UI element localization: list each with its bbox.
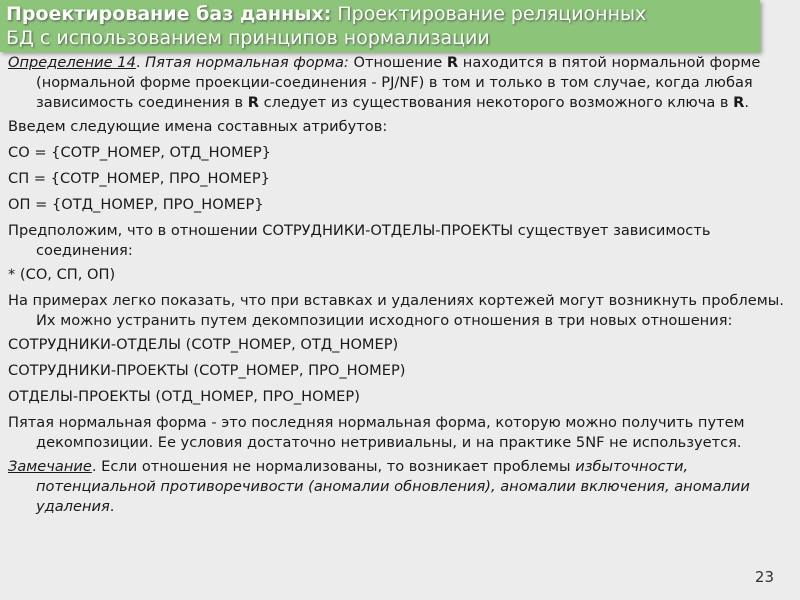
note-paragraph bbox=[8, 457, 792, 517]
relation-departments-projects: ОТДЕЛЫ-ПРОЕКТЫ (ОТД_НОМЕР, ПРО_НОМЕР) bbox=[8, 388, 360, 405]
note-text-1: . Если отношения не нормализованы, то возникает проблемы bbox=[91, 458, 576, 475]
intro-paragraph: Введем следующие имена составных атрибутов: bbox=[8, 118, 388, 135]
join-dependency: * (СО, СП, ОП) bbox=[8, 266, 116, 283]
attribute-op: ОП = {ОТД_НОМЕР, ПРО_НОМЕР} bbox=[8, 196, 264, 213]
page-number: 23 bbox=[754, 568, 774, 586]
relation-employees-projects: СОТРУДНИКИ-ПРОЕКТЫ (СОТР_НОМЕР, ПРО_НОМЕР) bbox=[8, 362, 406, 379]
definition-text-1: Отношение bbox=[348, 54, 447, 71]
examples-paragraph: На примерах легко показать, что при вставках и удалениях кортежей могут возникнуть проблемы. Их можно устранить путем декомпозиции исходного отношения в три новых отношения: bbox=[8, 292, 784, 329]
definition-paragraph bbox=[8, 53, 792, 113]
definition-dot: . bbox=[135, 54, 146, 71]
relation-r-2: R bbox=[247, 94, 259, 111]
definition-text-3: следует из существования некоторого возможного ключа в bbox=[258, 94, 734, 111]
slide-body bbox=[8, 53, 792, 521]
title-line-1 bbox=[6, 2, 760, 26]
assumption-paragraph: Предположим, что в отношении СОТРУДНИКИ-ОТДЕЛЫ-ПРОЕКТЫ существует зависимость соединения: bbox=[8, 222, 711, 259]
title-rest: Проектирование реляционных bbox=[331, 3, 647, 25]
attribute-sp: СП = {СОТР_НОМЕР, ПРО_НОМЕР} bbox=[8, 170, 270, 187]
slide-title bbox=[0, 0, 760, 52]
note-italic: избыточности, потенциальной противоречивости (аномалии обновления), аномалии включения, аномалии удаления bbox=[36, 458, 750, 515]
fifth-normal-form-paragraph: Пятая нормальная форма - это последняя нормальная форма, которую можно получить путем декомпозиции. Ее условия достаточно нетривиальны, и на практике 5NF не используется. bbox=[8, 414, 745, 451]
definition-text-2: находится в пятой нормальной форме (нормальной форме проекции-соединения - PJ/NF) в том и только в том случае, когда любая зависимость соединения в bbox=[36, 54, 761, 111]
relation-employees-departments: СОТРУДНИКИ-ОТДЕЛЫ (СОТР_НОМЕР, ОТД_НОМЕР) bbox=[8, 336, 399, 353]
definition-term: Пятая нормальная форма: bbox=[145, 54, 349, 71]
note-text-2: . bbox=[109, 498, 115, 515]
note-label: Замечание bbox=[8, 458, 92, 475]
title-line-2: БД с использованием принципов нормализации bbox=[6, 27, 490, 49]
definition-label: Определение 14 bbox=[8, 54, 136, 71]
relation-r-3: R bbox=[733, 94, 745, 111]
definition-text-4: . bbox=[744, 94, 750, 111]
attribute-co: СО = {СОТР_НОМЕР, ОТД_НОМЕР} bbox=[8, 144, 271, 161]
relation-r-1: R bbox=[446, 54, 459, 71]
title-bold: Проектирование баз данных: bbox=[6, 3, 332, 25]
